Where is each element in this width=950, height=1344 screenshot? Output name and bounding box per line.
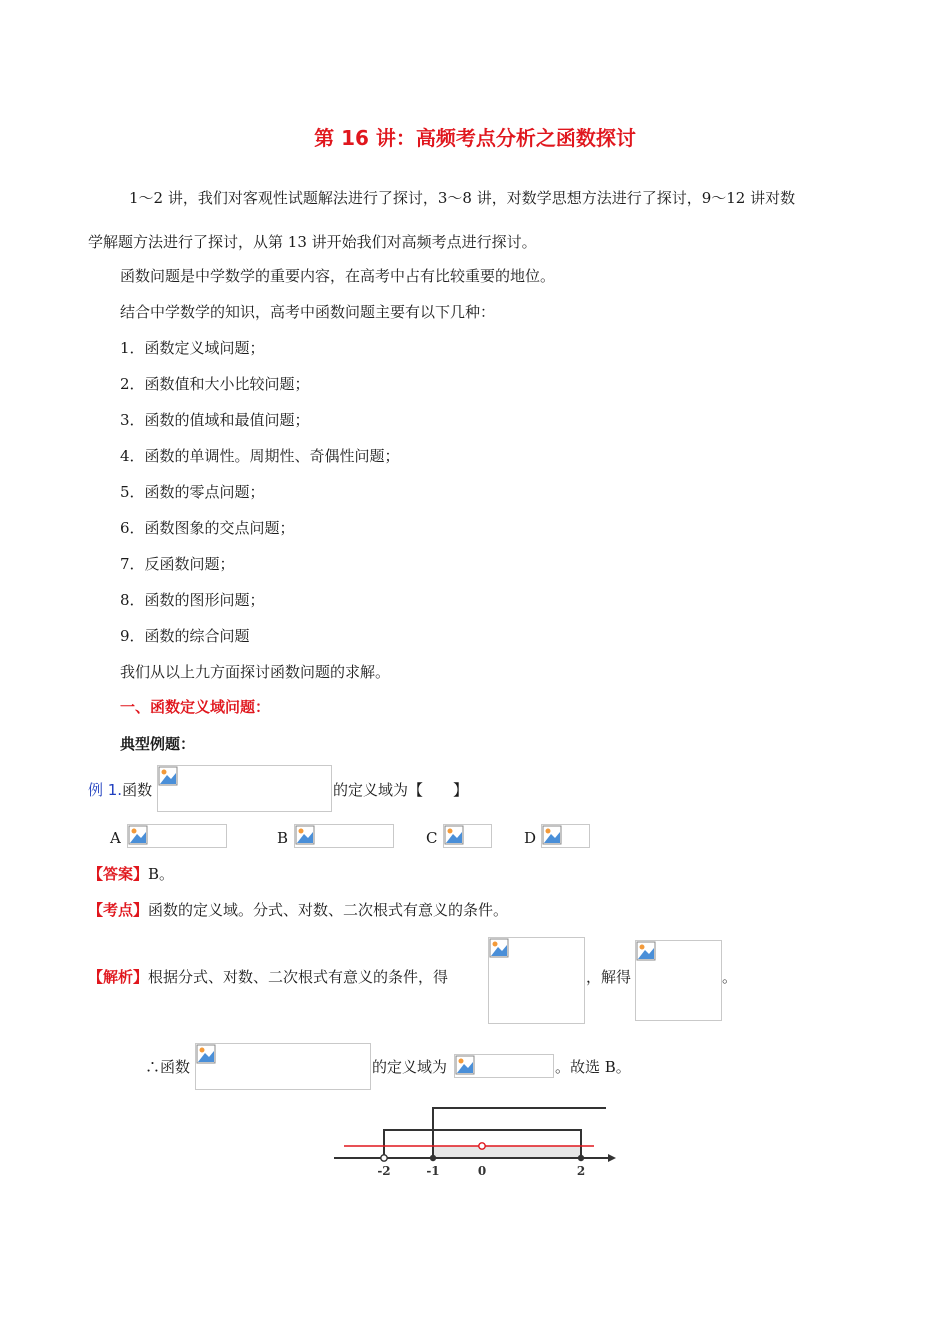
list-item: 1．函数定义域问题； (120, 339, 265, 357)
closing-paragraph: 我们从以上九方面探讨函数问题的求解。 (120, 663, 391, 681)
tick-label: 0 (477, 1164, 487, 1178)
solution-system-image (635, 940, 722, 1021)
answer-line (88, 864, 174, 884)
point-line (88, 900, 508, 920)
open-point-zero (479, 1143, 485, 1149)
intro-paragraph-2: 函数问题是中学数学的重要内容，在高考中占有比较重要的地位。 (120, 267, 556, 285)
analysis-text: 根据分式、对数、二次根式有意义的条件，得 (148, 968, 449, 986)
intro-paragraph-line1: 1～2 讲，我们对客观性试题解法进行了探讨，3～8 讲，对数学思想方法进行了探讨，9～12 讲对数 (129, 189, 796, 207)
solution-shading (433, 1146, 581, 1158)
analysis-solve-text: ，解得 (586, 968, 632, 986)
answer-text: B。 (148, 865, 175, 883)
option-c-image (443, 824, 492, 848)
open-point-neg2 (381, 1155, 387, 1161)
broken-image-icon (444, 825, 464, 845)
list-item: 4．函数的单调性。周期性、奇偶性问题； (120, 447, 400, 465)
list-item: 9．函数的综合问题 (120, 627, 250, 645)
section-heading: 一、函数定义域问题： (120, 698, 271, 716)
condition-system-image (488, 937, 585, 1024)
broken-image-icon (489, 938, 509, 958)
list-item: 3．函数的值域和最值问题； (120, 411, 310, 429)
analysis-line (88, 967, 448, 987)
number-line-diagram (330, 1100, 620, 1182)
conclusion-pre-text: ∴函数 (145, 1058, 191, 1076)
example-post-text: 的定义域为【 】 (333, 781, 469, 799)
tick-label: -2 (377, 1164, 391, 1178)
option-a-label: A (110, 829, 121, 847)
broken-image-icon (455, 1055, 475, 1075)
example-pre-text: 函数 (122, 781, 153, 799)
broken-image-icon (196, 1044, 216, 1064)
broken-image-icon (295, 825, 315, 845)
point-tag: 【考点】 (88, 901, 149, 919)
formula-image (157, 765, 332, 812)
example-label: 例 1. (88, 781, 123, 799)
analysis-end-text: 。 (722, 968, 738, 986)
list-item: 5．函数的零点问题； (120, 483, 265, 501)
list-item: 8．函数的图形问题； (120, 591, 265, 609)
option-b-label: B (277, 829, 289, 847)
broken-image-icon (158, 766, 178, 786)
tick-label: -1 (426, 1164, 440, 1178)
axis-arrow-icon (608, 1154, 616, 1162)
example-1-line (88, 780, 152, 800)
list-item: 7．反函数问题； (120, 555, 235, 573)
option-a-image (127, 824, 227, 848)
page-title: 第 16 讲：高频考点分析之函数探讨 (314, 126, 636, 150)
answer-tag: 【答案】 (88, 865, 149, 883)
tick-label: 2 (576, 1164, 586, 1178)
function-image (195, 1043, 371, 1090)
analysis-tag: 【解析】 (88, 968, 149, 986)
option-d-label: D (524, 829, 537, 847)
conclusion-post-text: 。故选 B。 (555, 1058, 631, 1076)
option-c-label: C (426, 829, 438, 847)
broken-image-icon (128, 825, 148, 845)
list-item: 6．函数图象的交点问题； (120, 519, 295, 537)
intro-paragraph-line2: 学解题方法进行了探讨，从第 13 讲开始我们对高频考点进行探讨。 (88, 233, 537, 251)
option-b-image (294, 824, 394, 848)
typical-examples-heading: 典型例题： (120, 735, 196, 753)
conclusion-mid-text: 的定义域为 (372, 1058, 448, 1076)
closed-point-neg1 (430, 1155, 436, 1161)
domain-result-image (454, 1054, 554, 1078)
broken-image-icon (636, 941, 656, 961)
closed-point-2 (578, 1155, 584, 1161)
list-item: 2．函数值和大小比较问题； (120, 375, 310, 393)
point-text: 函数的定义域。分式、对数、二次根式有意义的条件。 (148, 901, 509, 919)
option-d-image (541, 824, 590, 848)
intro-paragraph-3: 结合中学数学的知识，高考中函数问题主要有以下几种： (120, 303, 496, 321)
broken-image-icon (542, 825, 562, 845)
